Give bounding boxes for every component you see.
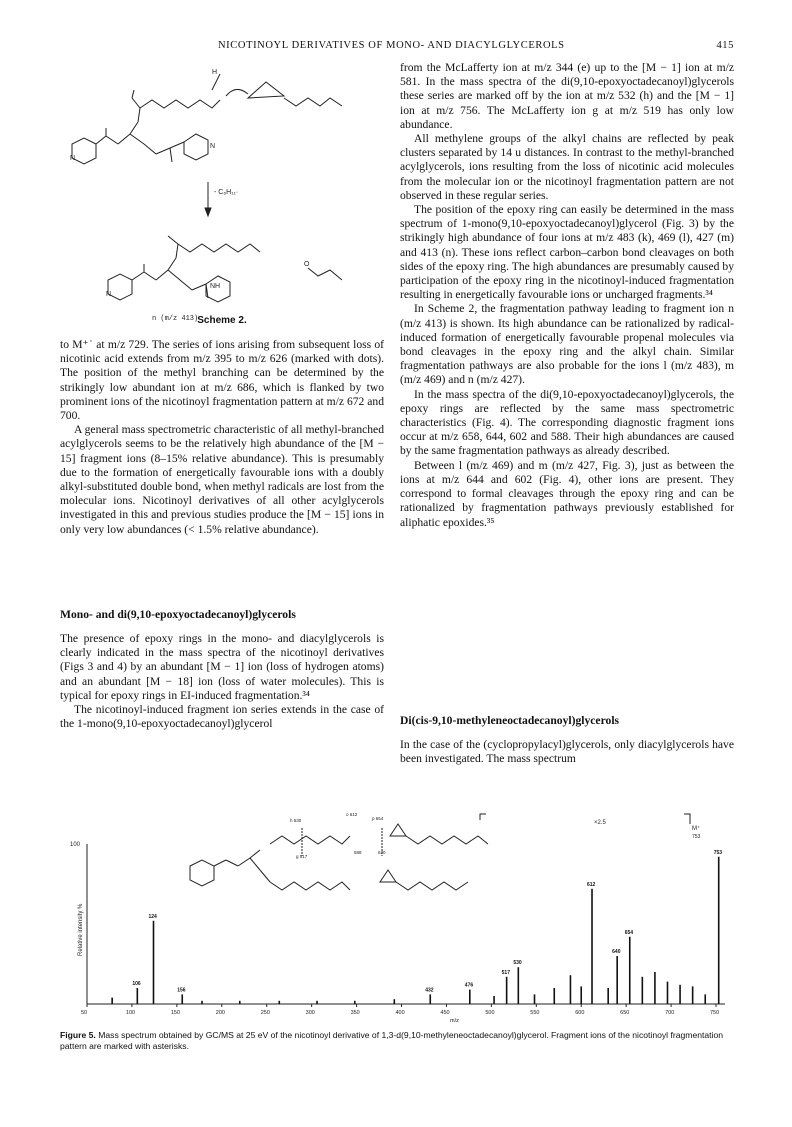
zoom-bracket-right xyxy=(684,814,690,824)
peak-label: 654 xyxy=(624,929,634,936)
left-paragraph-4: The nicotinoyl-induced fragment ion series extends in the case of the 1-mono(9,10-epoxyoctadecanoyl)glycerol xyxy=(60,703,384,731)
right-column-body xyxy=(400,61,734,530)
section-heading-cyclopropyl: Di(cis-9,10-methyleneoctadecanoyl)glycerols xyxy=(400,714,620,727)
x-tick-label: 150 xyxy=(170,1010,181,1016)
peak-label: 753 xyxy=(713,849,723,856)
right-paragraph-5: In the mass spectra of the di(9,10-epoxyoctadecanoyl)glycerols, the epoxy rings are reflected by the same mass spectrometric characteristics (Fig. 4). The corresponding diagnostic fragment ions occur at m/z 658, 644, 602 and 588. Their high abundances are caused by the same fragmentation pathways as already described. xyxy=(400,387,734,458)
svg-text:NH: NH xyxy=(210,283,221,290)
inset-label-o612: o 612 xyxy=(346,812,358,817)
running-title: NICOTINOYL DERIVATIVES OF MONO- AND DIACYLGLYCEROLS xyxy=(218,40,565,51)
peak-label: 517 xyxy=(501,969,510,976)
right-paragraph-3: The position of the epoxy ring can easily be determined in the mass spectrum of 1-mono(9,10-epoxyoctadecanoyl)glycerol (Fig. 3) by the strikingly high abundance of four ions at m/z 483 (k), 469 (l), 427 (m) and 413 (n). These ions reflect carbon–carbon bond cleavages on both sides of the epoxy ring. The high abundances are presumably caused by participation of the epoxy ring in the nicotinoyl-induced fragmentation resulting in energetically favourable ions or uncharged fragments.³⁴ xyxy=(400,203,734,302)
inset-label-p654: p 654 xyxy=(372,816,384,821)
y-axis-label: Relative intensity % xyxy=(78,903,84,956)
peak-label: 124 xyxy=(148,913,157,920)
peak-label: 640 xyxy=(612,949,621,955)
svg-text:N: N xyxy=(70,155,76,162)
inset-label-630: 630 xyxy=(378,850,386,855)
inset-label-588: 588 xyxy=(354,850,362,855)
x-tick-label: 250 xyxy=(260,1010,270,1016)
right-column-body-2 xyxy=(400,738,734,766)
right-paragraph-6: Between l (m/z 469) and m (m/z 427, Fig. 3), just as between the ions at m/z 644 and 602 (Fig. 4), other ions are present. They correspond to formal cleavages through the epoxy ring and can be rationalized by fragmentation pathways previously established for aliphatic epoxides.³⁵ xyxy=(400,458,734,529)
figure-caption xyxy=(60,1030,734,1051)
left-paragraph-3: The presence of epoxy rings in the mono- and diacylglycerols is clearly indicated in the mass spectra of the nicotinoyl derivatives (Figs 3 and 4) by an abundant [M − 1] ion (loss of hydrogen atoms) and an abundant [M − 18] ion (loss of water molecules). This is typical for epoxy rings in EI-induced fragmentation.³⁴ xyxy=(60,632,384,702)
figure-caption-text: Mass spectrum obtained by GC/MS at 25 eV of the nicotinoyl derivative of 1,3-d(9,10-methyleneoctadecanoyl)glycerol. Fragment ions of the nicotinoyl fragmentation pattern are marked with asterisks. xyxy=(60,1030,724,1051)
y-axis-100-label: 100 xyxy=(70,842,81,848)
left-column-body xyxy=(60,338,384,537)
svg-text:O: O xyxy=(304,261,310,268)
left-paragraph-1: to M⁺˙ at m/z 729. The series of ions arising from subsequent loss of nicotinic acid extends from m/z 395 to m/z 626 (marked with dots). The position of the methyl branching can be determined by the strikingly low abundant ion at m/z 686, which is flanked by two prominent ions of the nicotinoyl fragmentation pattern at m/z 672 and 700. xyxy=(60,338,384,423)
x-tick-label: 50 xyxy=(81,1010,88,1016)
zoom-bracket-left xyxy=(480,814,486,820)
page-number: 415 xyxy=(716,40,734,51)
zoom-factor-label: ×2.5 xyxy=(594,820,606,826)
scheme-loss-label: - C₆H₁₁· xyxy=(214,189,239,196)
inset-label-h530: h 530 xyxy=(290,818,302,823)
scheme-2-structure xyxy=(60,62,384,332)
section-heading-epoxy: Mono- and di(9,10-epoxyoctadecanoyl)glycerols xyxy=(60,608,296,621)
scheme-h-label: H xyxy=(212,69,218,76)
x-tick-label: 550 xyxy=(530,1010,540,1016)
molecular-ion-label: M⁺ xyxy=(692,826,701,832)
right-paragraph-4: In Scheme 2, the fragmentation pathway leading to fragment ion n (m/z 413) is shown. Its high abundance can be rationalized by radical-induced formation of energetically favourable propenal molecules via bond cleavages in the epoxy ring and the alkyl chain. Similar fragmentation pathways are also probable for the ions l (m/z 483), m (m/z 469) and n (m/z 427). xyxy=(400,302,734,387)
peak-label: 530 xyxy=(513,960,522,967)
x-tick-label: 350 xyxy=(350,1010,360,1016)
x-tick-label: 600 xyxy=(575,1010,585,1016)
x-tick-label: 700 xyxy=(665,1010,675,1016)
x-tick-label: 400 xyxy=(395,1010,405,1016)
scheme-caption: Scheme 2. xyxy=(197,315,247,326)
x-tick-label: 100 xyxy=(125,1010,136,1016)
molecular-ion-value: 753 xyxy=(692,834,701,840)
scheme-ion-label: n (m/z 413) xyxy=(152,315,199,323)
x-tick-label: 200 xyxy=(215,1010,225,1016)
right-paragraph-7: In the case of the (cyclopropylacyl)glycerols, only diacylglycerols have been investigated. The mass spectrum xyxy=(400,738,734,766)
svg-text:N: N xyxy=(106,291,112,298)
inset-structure xyxy=(190,824,488,890)
peak-label: 612 xyxy=(587,881,596,888)
svg-text:N: N xyxy=(210,143,216,150)
inset-label-g517: g 517 xyxy=(296,854,308,859)
right-paragraph-1: from the McLafferty ion at m/z 344 (e) up to the [M − 1] ion at m/z 581. In the mass spectra of the di(9,10-epoxyoctadecanoyl)glycerols these series are marked off by the ion at m/z 532 (h) and the [M − 1] ion at m/z 756. The McLafferty ion g at m/z 519 has only low abundance. xyxy=(400,61,734,131)
peak-label: 106 xyxy=(132,981,141,987)
x-axis-label: m/z xyxy=(450,1018,459,1024)
x-tick-label: 500 xyxy=(485,1010,495,1016)
peak-label: 432 xyxy=(425,987,434,994)
peak-label: 476 xyxy=(464,982,474,989)
left-paragraph-2: A general mass spectrometric characteristic of all methyl-branched acylglycerols seems to be the relatively high abundance of the [M − 15] fragment ions (8–15% relative abundance). This is presumably due to the formation of energetically favourable ions with a doubly alkyl-substituted double bond, when methyl radicals are lost from the molecular ions. Nicotinoyl derivatives of all other acylglycerols investigated in this and previous studies produce the [M − 15] ions in only very low abundances (< 1.5% relative abundance). xyxy=(60,423,384,536)
peak-label: 156 xyxy=(177,987,186,994)
mass-spectrum-figure xyxy=(60,786,734,1026)
x-tick-label: 650 xyxy=(620,1010,630,1016)
x-tick-label: 300 xyxy=(305,1010,315,1016)
left-column-body-2 xyxy=(60,632,384,731)
right-paragraph-2: All methylene groups of the alkyl chains are reflected by peak clusters separated by 14 u distances. In contrast to the methyl-branched acylglycerols, ions resulting from the loss of nicotinic acid molecules from the molecular ion or the nicotinoyl fragmentation pattern are not observed in these regular series. xyxy=(400,132,734,202)
x-tick-label: 450 xyxy=(440,1010,450,1016)
x-tick-label: 750 xyxy=(710,1010,720,1016)
figure-caption-label: Figure 5. xyxy=(60,1030,96,1040)
